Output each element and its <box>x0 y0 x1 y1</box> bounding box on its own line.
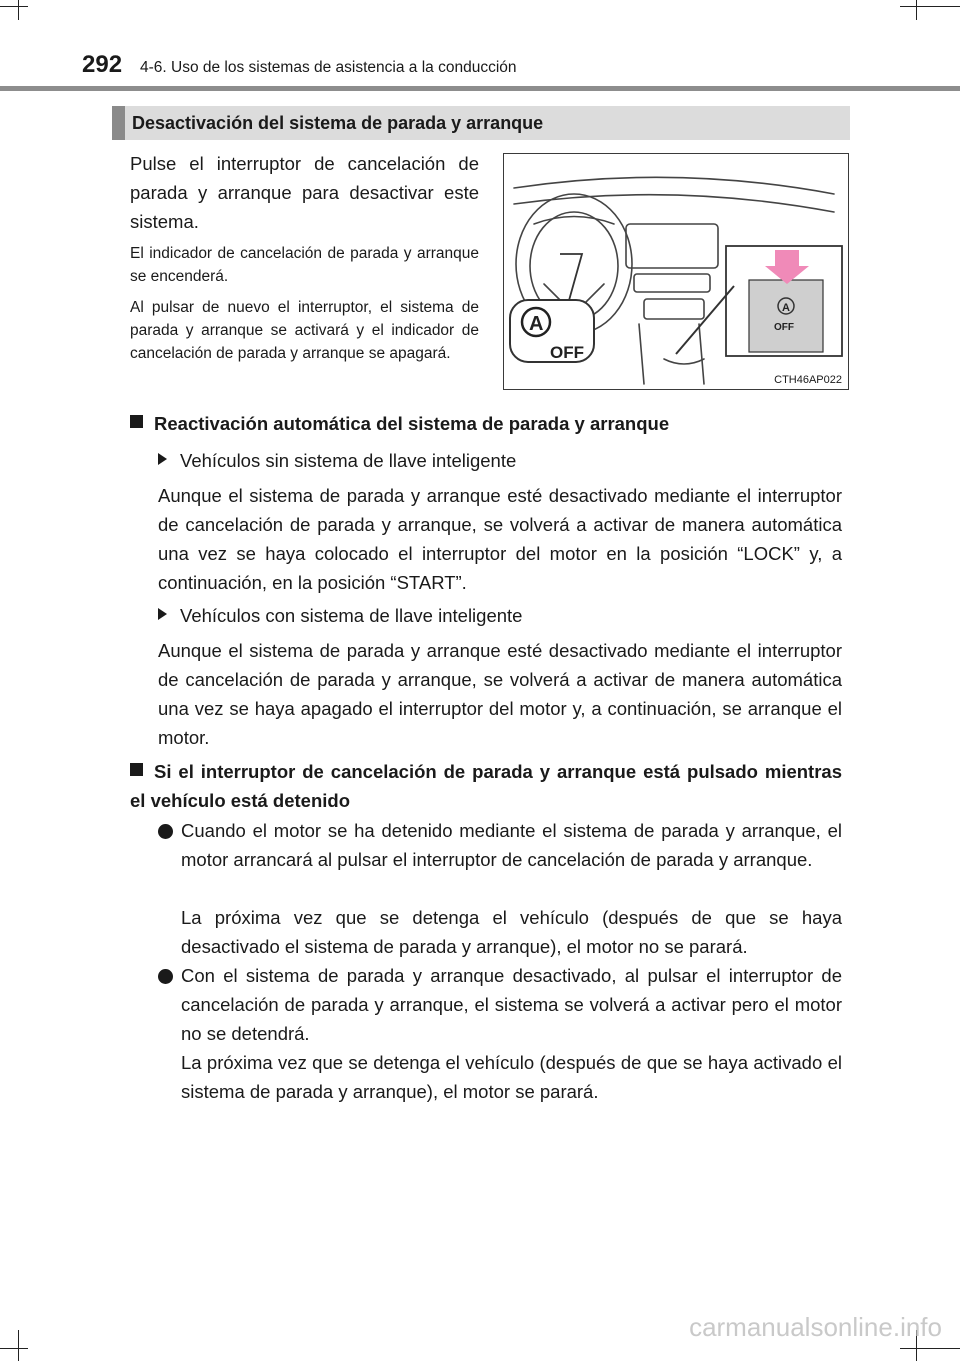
vent <box>634 274 710 292</box>
watermark: carmanualsonline.info <box>689 1312 942 1342</box>
auto-heading <box>130 409 850 438</box>
round-bullet-icon <box>158 824 173 839</box>
intro-note-2: Al pulsar de nuevo el interruptor, el sistema de parada y arranque se activará y el indicador de cancelación de parada y arranque se apagará. <box>130 299 479 362</box>
section-accent <box>112 106 125 140</box>
indicator-letter: A <box>529 313 544 335</box>
auto-heading-text: Reactivación automática del sistema de parada y arranque <box>154 413 670 434</box>
center-screen <box>626 224 718 268</box>
triangle-bullet-icon <box>158 608 167 620</box>
stopped-heading <box>130 757 842 815</box>
auto-sub-2 <box>158 601 850 630</box>
auto-sub-2-text: Vehículos con sistema de llave inteligente <box>180 605 523 626</box>
indicator-pointer <box>560 254 582 304</box>
crop-mark <box>0 6 28 7</box>
auto-sub-1 <box>158 446 850 475</box>
stopped-bullet-1-note: La próxima vez que se detenga el vehículo (después de que se haya desactivado el sistema de parada y arranque), el motor no se parará. <box>181 907 842 957</box>
auto-sub-1-text: Vehículos sin sistema de llave inteligente <box>180 450 517 471</box>
section-title-bar <box>112 106 850 140</box>
small-switch-off: OFF <box>774 322 794 333</box>
crop-mark <box>18 0 19 20</box>
dashboard-drawing <box>504 154 847 388</box>
section-title: Desactivación del sistema de parada y arranque <box>132 113 544 133</box>
round-bullet-icon <box>158 969 173 984</box>
crop-mark <box>900 1348 960 1349</box>
square-bullet-icon <box>130 763 143 776</box>
indicator-off-label: OFF <box>550 343 584 362</box>
stopped-bullet-2-note: La próxima vez que se detenga el vehículo (después de que se haya activado el sistema de parada y arranque), el motor se parará. <box>181 1052 842 1102</box>
figure-code: CTH46AP022 <box>774 374 842 386</box>
controls <box>644 299 704 319</box>
crop-mark <box>0 1348 28 1349</box>
stopped-bullet-2: Con el sistema de parada y arranque desactivado, al pulsar el interruptor de cancelación de parada y arranque, el sistema se volverá a activar pero el motor no se detendrá. <box>181 965 842 1044</box>
crop-mark <box>900 6 960 7</box>
auto-text-1: Aunque el sistema de parada y arranque esté desactivado mediante el interruptor de cancelación de parada y arranque, se volverá a activar de manera automática una vez se haya colocado el interruptor del motor en la posición “LOCK” y, a continuación, en la posición “START”. <box>158 485 842 593</box>
small-switch-letter: A <box>782 302 790 314</box>
square-bullet-icon <box>130 415 143 428</box>
intro-main-text: Pulse el interruptor de cancelación de parada y arranque para desactivar este sistema. <box>130 153 479 232</box>
gear-area <box>664 359 704 364</box>
triangle-bullet-icon <box>158 453 167 465</box>
dash-outline <box>514 177 834 194</box>
crop-mark <box>916 0 917 20</box>
chapter-title: 4-6. Uso de los sistemas de asistencia a la conducción <box>140 59 517 76</box>
stopped-bullet-1: Cuando el motor se ha detenido mediante el sistema de parada y arranque, el motor arrancará al pulsar el interruptor de cancelación de parada y arranque. <box>181 820 842 870</box>
stopped-heading-text: Si el interruptor de cancelación de parada y arranque está pulsado mientras el vehículo está detenido <box>130 761 842 811</box>
auto-text-2: Aunque el sistema de parada y arranque esté desactivado mediante el interruptor de cancelación de parada y arranque, se volverá a activar de manera automática una vez se haya apagado el interruptor del motor y, a continuación, se arranque el motor. <box>158 640 842 748</box>
header-rule <box>0 86 960 91</box>
instrument-cluster <box>534 217 614 225</box>
dash-outline <box>514 195 834 212</box>
intro-note-1: El indicador de cancelación de parada y arranque se encenderá. <box>130 245 479 285</box>
crop-mark <box>18 1330 19 1361</box>
dashboard-illustration <box>503 153 849 390</box>
switch-panel <box>749 280 823 352</box>
page-number: 292 <box>82 51 123 78</box>
